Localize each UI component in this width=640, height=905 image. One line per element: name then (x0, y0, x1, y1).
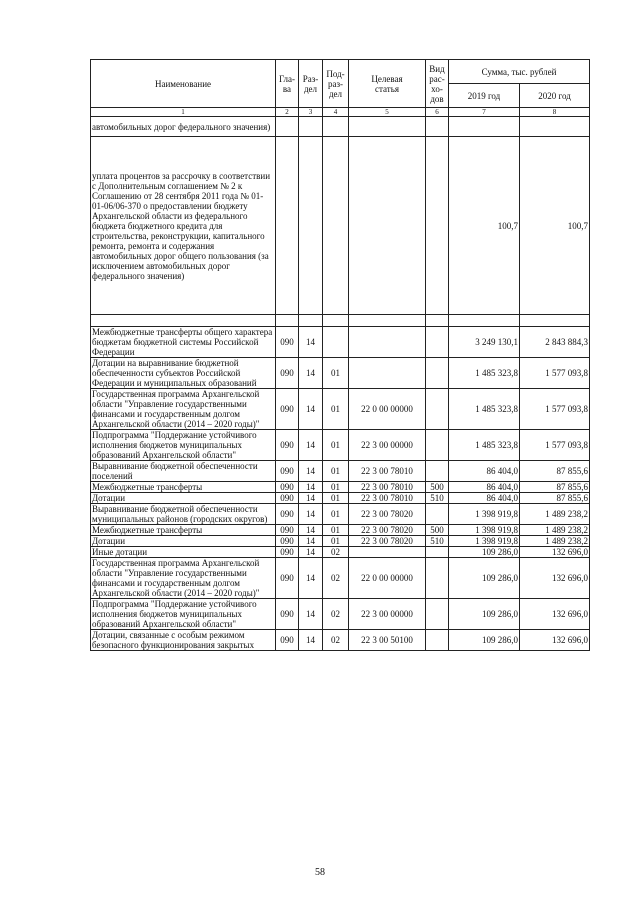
cell-g: 090 (276, 536, 299, 547)
table-row (91, 389, 590, 430)
cell-t: 22 3 00 78020 (349, 525, 426, 536)
header-vid: Вид рас- хо- дов (426, 60, 449, 108)
cell-s19: 1 485 323,8 (449, 358, 520, 389)
cell-s20: 1 489 238,2 (520, 504, 590, 525)
header-2020: 2020 год (520, 84, 590, 108)
cell-s20: 132 696,0 (520, 558, 590, 599)
cell-s19: 109 286,0 (449, 630, 520, 651)
cell-p: 02 (323, 558, 349, 599)
cell-p: 02 (323, 547, 349, 558)
cell-t: 22 3 00 78010 (349, 461, 426, 482)
cell-r: 14 (299, 536, 323, 547)
cell-name: Межбюджетные трансферты общего характера бюджетам бюджетной системы Российской Федерации (91, 327, 276, 358)
cell-r: 14 (299, 430, 323, 461)
cell-r (299, 117, 323, 137)
cell-t (349, 137, 426, 315)
header-podrazdel: Под- раз- дел (323, 60, 349, 108)
cell-s20: 87 855,6 (520, 461, 590, 482)
cell-g: 090 (276, 482, 299, 493)
cell-t: 22 3 00 00000 (349, 430, 426, 461)
cell-name: Дотации (91, 493, 276, 504)
cell-p: 01 (323, 430, 349, 461)
cell-s20: 132 696,0 (520, 547, 590, 558)
cell-g: 090 (276, 461, 299, 482)
cell-p: 01 (323, 493, 349, 504)
cell-name: Государственная программа Архангельской области "Управление государственными финансами и государственным долгом Архангельской области (2014 – 2020 годы)" (91, 389, 276, 430)
cell-name: Дотации, связанные с особым режимом безопасного функционирования закрытых (91, 630, 276, 651)
cell-s20: 1 489 238,2 (520, 536, 590, 547)
cell-p: 01 (323, 525, 349, 536)
cell-v (426, 558, 449, 599)
cell-s19: 109 286,0 (449, 547, 520, 558)
cell-v (426, 461, 449, 482)
cell-s20: 132 696,0 (520, 630, 590, 651)
cell-p: 02 (323, 599, 349, 630)
cell-v (426, 117, 449, 137)
table-row (91, 599, 590, 630)
cell-s20: 1 489 238,2 (520, 525, 590, 536)
cell-s19 (449, 117, 520, 137)
cell-r: 14 (299, 558, 323, 599)
cell-s19: 1 485 323,8 (449, 430, 520, 461)
cell-g: 090 (276, 599, 299, 630)
col-number: 3 (299, 108, 323, 117)
header-target: Целевая статья (349, 60, 426, 108)
cell-t (349, 315, 426, 327)
cell-s19: 1 398 919,8 (449, 504, 520, 525)
cell-s20: 2 843 884,3 (520, 327, 590, 358)
cell-r: 14 (299, 547, 323, 558)
cell-name: уплата процентов за рассрочку в соответствии с Дополнительным соглашением № 2 к Соглашению от 28 сентября 2011 года № 01-01-06/06-370 о предоставлении бюджету Архангельской области из федерального бюджета бюджетного кредита для строительства, реконструкции, капитального ремонта, ремонта и содержания автомобильных дорог общего пользования (за исключением автомобильных дорог федерального значения) (91, 137, 276, 315)
col-number: 4 (323, 108, 349, 117)
cell-v (426, 389, 449, 430)
cell-p (323, 137, 349, 315)
cell-p: 01 (323, 389, 349, 430)
table-row (91, 493, 590, 504)
cell-v (426, 137, 449, 315)
header-2019: 2019 год (449, 84, 520, 108)
cell-s19: 100,7 (449, 137, 520, 315)
col-number: 7 (449, 108, 520, 117)
cell-p (323, 327, 349, 358)
cell-t (349, 547, 426, 558)
page-number: 58 (315, 867, 325, 878)
cell-p: 01 (323, 461, 349, 482)
cell-s20 (520, 117, 590, 137)
cell-v: 510 (426, 493, 449, 504)
cell-g (276, 137, 299, 315)
cell-t: 22 3 00 78020 (349, 536, 426, 547)
cell-t (349, 117, 426, 137)
cell-g: 090 (276, 525, 299, 536)
cell-s20: 1 577 093,8 (520, 389, 590, 430)
header-name: Наименование (91, 60, 276, 108)
cell-name: Подпрограмма "Поддержание устойчивого исполнения бюджетов муниципальных образований Архангельской области" (91, 430, 276, 461)
cell-g: 090 (276, 358, 299, 389)
table-body (91, 117, 590, 651)
table-row (91, 137, 590, 315)
cell-t (349, 358, 426, 389)
cell-r: 14 (299, 389, 323, 430)
cell-p (323, 315, 349, 327)
cell-name: Иные дотации (91, 547, 276, 558)
table-row (91, 358, 590, 389)
cell-r: 14 (299, 461, 323, 482)
cell-r: 14 (299, 358, 323, 389)
col-number: 5 (349, 108, 426, 117)
cell-v (426, 315, 449, 327)
col-number: 2 (276, 108, 299, 117)
cell-t: 22 0 00 00000 (349, 389, 426, 430)
cell-r: 14 (299, 599, 323, 630)
cell-g: 090 (276, 504, 299, 525)
header-razdel: Раз- дел (299, 60, 323, 108)
cell-t: 22 3 00 78010 (349, 493, 426, 504)
cell-s19: 86 404,0 (449, 493, 520, 504)
cell-t: 22 3 00 78010 (349, 482, 426, 493)
cell-v: 500 (426, 525, 449, 536)
cell-g (276, 315, 299, 327)
cell-s20: 132 696,0 (520, 599, 590, 630)
cell-name: Выравнивание бюджетной обеспеченности поселений (91, 461, 276, 482)
cell-v (426, 430, 449, 461)
table-row (91, 525, 590, 536)
cell-s20 (520, 315, 590, 327)
cell-name: автомобильных дорог федерального значения) (91, 117, 276, 137)
table-row (91, 117, 590, 137)
cell-name (91, 315, 276, 327)
cell-g: 090 (276, 493, 299, 504)
cell-g (276, 117, 299, 137)
cell-name: Подпрограмма "Поддержание устойчивого исполнения бюджетов муниципальных образований Архангельской области" (91, 599, 276, 630)
cell-g: 090 (276, 630, 299, 651)
table-row (91, 430, 590, 461)
cell-s19 (449, 315, 520, 327)
cell-s20: 100,7 (520, 137, 590, 315)
budget-table (90, 59, 590, 651)
cell-s19: 1 398 919,8 (449, 536, 520, 547)
cell-v (426, 630, 449, 651)
table-row (91, 315, 590, 327)
cell-p: 01 (323, 482, 349, 493)
cell-v (426, 327, 449, 358)
cell-name: Межбюджетные трансферты (91, 482, 276, 493)
cell-s19: 86 404,0 (449, 482, 520, 493)
cell-r (299, 315, 323, 327)
cell-r: 14 (299, 525, 323, 536)
header-glava: Гла- ва (276, 60, 299, 108)
cell-r: 14 (299, 327, 323, 358)
table-row (91, 630, 590, 651)
cell-r (299, 137, 323, 315)
cell-s19: 109 286,0 (449, 599, 520, 630)
cell-p: 01 (323, 358, 349, 389)
cell-p (323, 117, 349, 137)
cell-v (426, 504, 449, 525)
header-sum: Сумма, тыс. рублей (449, 60, 590, 84)
cell-s19: 1 398 919,8 (449, 525, 520, 536)
col-number: 8 (520, 108, 590, 117)
table-row (91, 504, 590, 525)
column-number-row (91, 108, 590, 117)
cell-t: 22 3 00 00000 (349, 599, 426, 630)
col-number: 1 (91, 108, 276, 117)
cell-s19: 109 286,0 (449, 558, 520, 599)
cell-name: Межбюджетные трансферты (91, 525, 276, 536)
table-row (91, 461, 590, 482)
table-row (91, 327, 590, 358)
cell-s20: 87 855,6 (520, 493, 590, 504)
table-row (91, 482, 590, 493)
cell-name: Дотации (91, 536, 276, 547)
cell-v: 500 (426, 482, 449, 493)
cell-r: 14 (299, 630, 323, 651)
cell-s20: 1 577 093,8 (520, 430, 590, 461)
cell-s19: 86 404,0 (449, 461, 520, 482)
table-row (91, 558, 590, 599)
cell-r: 14 (299, 493, 323, 504)
cell-s20: 87 855,6 (520, 482, 590, 493)
cell-v: 510 (426, 536, 449, 547)
cell-v (426, 358, 449, 389)
cell-g: 090 (276, 430, 299, 461)
cell-g: 090 (276, 327, 299, 358)
cell-s19: 3 249 130,1 (449, 327, 520, 358)
cell-t: 22 0 00 00000 (349, 558, 426, 599)
cell-r: 14 (299, 482, 323, 493)
cell-name: Дотации на выравнивание бюджетной обеспеченности субъектов Российской Федерации и муниципальных образований (91, 358, 276, 389)
table-row (91, 536, 590, 547)
cell-t: 22 3 00 50100 (349, 630, 426, 651)
table-row (91, 547, 590, 558)
cell-name: Выравнивание бюджетной обеспеченности муниципальных районов (городских округов) (91, 504, 276, 525)
cell-t: 22 3 00 78020 (349, 504, 426, 525)
cell-s19: 1 485 323,8 (449, 389, 520, 430)
cell-t (349, 327, 426, 358)
cell-g: 090 (276, 547, 299, 558)
cell-p: 01 (323, 536, 349, 547)
cell-p: 01 (323, 504, 349, 525)
col-number: 6 (426, 108, 449, 117)
cell-v (426, 599, 449, 630)
cell-name: Государственная программа Архангельской области "Управление государственными финансами и государственным долгом Архангельской области (2014 – 2020 годы)" (91, 558, 276, 599)
cell-p: 02 (323, 630, 349, 651)
cell-s20: 1 577 093,8 (520, 358, 590, 389)
cell-v (426, 547, 449, 558)
cell-g: 090 (276, 389, 299, 430)
cell-r: 14 (299, 504, 323, 525)
cell-g: 090 (276, 558, 299, 599)
